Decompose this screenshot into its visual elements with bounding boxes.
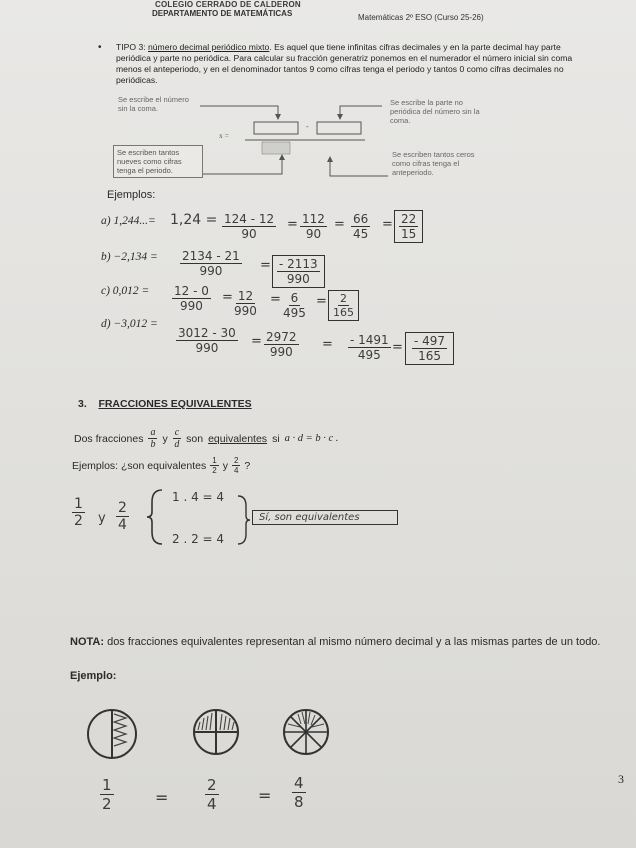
denominator: 165 [333, 306, 354, 319]
numerator: 1 [212, 456, 217, 465]
circle-fraction-3 [292, 774, 306, 811]
denominator: 4 [233, 466, 239, 475]
definition-term: equivalentes [208, 432, 268, 445]
numerator: 3012 - 30 [178, 326, 236, 340]
numerator: 1 [74, 496, 83, 512]
section-3-title [78, 398, 252, 410]
denominator: d [174, 439, 180, 450]
numerator: 66 [353, 212, 369, 226]
equals-sign: = [270, 292, 281, 307]
numerator: - 497 [414, 334, 446, 348]
equals-sign: = [287, 217, 298, 232]
question-fraction-1 [210, 456, 218, 475]
numerator: 4 [294, 774, 304, 792]
numerator: - 1491 [350, 333, 389, 347]
example-a-frac3 [351, 212, 370, 241]
numerator: 12 - 0 [174, 284, 209, 298]
example-c-frac3 [283, 291, 306, 320]
example-c-label: c) 0,012 = [101, 285, 150, 297]
denominator: 2 [212, 466, 217, 475]
circle-four-eighths [284, 710, 328, 754]
fraction-a-b [148, 427, 157, 450]
equals-sign: = [251, 334, 262, 349]
diagram-left-top-note: Se escribe el número sin la coma. [118, 95, 189, 113]
circle-fraction-1 [100, 776, 114, 813]
numerator: 2 [207, 776, 217, 794]
numerator: 124 - 12 [224, 212, 275, 226]
numerator: 2134 - 21 [182, 249, 240, 263]
tipo3-paragraph [116, 42, 576, 86]
numerator: 2972 [266, 330, 297, 344]
question-y: y [222, 459, 228, 472]
example-a-frac2 [300, 212, 327, 241]
example-d-label: d) −3,012 = [101, 318, 158, 330]
hand-fraction-2 [116, 500, 129, 533]
example-a-label: a) 1,244...= [101, 215, 156, 227]
denominator: 990 [269, 345, 293, 359]
denominator: 8 [294, 793, 304, 811]
example-a-hand: 1,24 = [170, 212, 218, 228]
right-brace-icon [234, 494, 252, 546]
definition-prefix: Dos fracciones [74, 432, 144, 445]
left-brace-icon [146, 488, 166, 546]
denominator: 4 [118, 517, 127, 533]
denominator: 90 [241, 227, 257, 241]
fraction-c-d [173, 427, 181, 450]
numerator: 2 [118, 500, 127, 516]
circle-one-half [88, 710, 136, 758]
example-question [72, 456, 250, 475]
equals-sign: = [222, 290, 233, 305]
numerator: - 2113 [279, 257, 318, 271]
department-name: DEPARTAMENTO DE MATEMÁTICAS [152, 9, 293, 18]
equals-sign: = [258, 786, 272, 805]
numerator: 22 [401, 212, 417, 226]
section-number: 3. [78, 398, 87, 410]
hand-product-1: 1 . 4 = 4 [172, 490, 225, 504]
equals-sign: = [155, 788, 169, 807]
example-question-text: Ejemplos: ¿son equivalentes [72, 459, 207, 472]
hand-product-2: 2 . 2 = 4 [172, 532, 225, 546]
ejemplos-label: Ejemplos: [107, 189, 156, 201]
tipo3-lead: TIPO 3: [116, 42, 146, 52]
definition-line [74, 427, 338, 450]
numerator: 112 [302, 212, 325, 226]
example-c-frac1 [172, 284, 211, 313]
diagram-left-bottom-box: Se escriben tantos nueves como cifras tenga el periodo. [113, 145, 203, 178]
course-title: Matemáticas 2º ESO (Curso 25-26) [358, 13, 484, 22]
equals-sign: = [392, 340, 403, 355]
denominator: 495 [283, 306, 306, 320]
tipo3-term: número decimal periódico mixto [148, 42, 270, 52]
numerator: 12 [237, 289, 254, 303]
example-b-result [272, 255, 325, 288]
denominator: 990 [195, 341, 219, 355]
section-title-text: FRACCIONES EQUIVALENTES [98, 398, 252, 410]
numerator: 2 [340, 292, 347, 305]
question-mark: ? [244, 459, 251, 472]
denominator: 990 [199, 264, 223, 278]
example-b-frac1 [180, 249, 242, 278]
diagram-x-equals: x = [219, 131, 229, 140]
nota-text: dos fracciones equivalentes representan al mismo número decimal y a las mismas partes de un todo. [104, 636, 601, 648]
example-b-label: b) −2,134 = [101, 251, 158, 263]
example-d-result [405, 332, 454, 365]
equals-sign: = [382, 217, 393, 232]
bullet-icon: • [98, 42, 102, 53]
numerator: 6 [290, 291, 299, 305]
denominator: 4 [207, 795, 217, 813]
equals-sign: = [322, 337, 333, 352]
example-d-frac1 [176, 326, 238, 355]
numerator: c [174, 427, 180, 438]
numerator: 1 [102, 776, 112, 794]
question-fraction-2 [232, 456, 240, 475]
hand-answer-box: Sí, son equivalentes [252, 510, 398, 525]
denominator: 2 [102, 795, 112, 813]
example-c-result [328, 290, 359, 321]
example-a-result [394, 210, 423, 243]
numerator: 2 [233, 456, 239, 465]
diagram-right-bottom-note: Se escriben tantos ceros como cifras tenga el anteperiodo. [392, 150, 475, 177]
example-d-frac2 [264, 330, 299, 359]
circle-two-quarters [194, 710, 238, 754]
fraction-circles [84, 702, 344, 766]
denominator: 495 [357, 348, 381, 362]
school-name: COLEGIO CERRADO DE CALDERON [155, 0, 301, 9]
diagram-right-top-note: Se escribe la parte no periódica del número sin la coma. [390, 98, 480, 125]
denominator: 45 [353, 227, 369, 241]
circle-fraction-2 [205, 776, 219, 813]
definition-si: si [272, 432, 280, 445]
example-d-frac3 [348, 333, 391, 362]
numerator: a [150, 427, 156, 438]
definition-son: son [186, 432, 204, 445]
nota-paragraph [70, 634, 625, 650]
example-c-frac2 [234, 289, 257, 318]
denominator: 990 [234, 304, 257, 318]
nota-lead: NOTA: [70, 636, 105, 648]
hand-fraction-1 [72, 496, 85, 529]
hand-y: y [98, 511, 106, 526]
denominator: 2 [74, 513, 83, 529]
equals-sign: = [260, 258, 271, 273]
equals-sign: = [316, 294, 327, 309]
denominator: 990 [286, 272, 310, 286]
nota-example-label: Ejemplo: [70, 670, 117, 682]
equals-sign: = [334, 217, 345, 232]
page-number: 3 [618, 772, 624, 786]
denominator: b [150, 439, 156, 450]
denominator: 990 [179, 299, 203, 313]
denominator: 165 [418, 349, 441, 363]
definition-y: y [162, 432, 168, 445]
diagram-minus: - [306, 122, 309, 131]
denominator: 15 [401, 227, 417, 241]
tipo3-text: . Es aquel que tiene infinitas cifras decimales y en la parte decimal hay parte periódica y parte no periódica. Para calcular su fracción generatriz ponemos en el numerador el número inicial sin coma menos el anteperiodo, y en el denominador tantos 9 como cifras tenga el periodo y tantos 0 como cifras decimales no periódicas. [116, 42, 573, 85]
example-a-frac1 [222, 212, 276, 241]
definition-formula: a · d = b · c . [284, 433, 339, 444]
denominator: 90 [305, 227, 322, 241]
